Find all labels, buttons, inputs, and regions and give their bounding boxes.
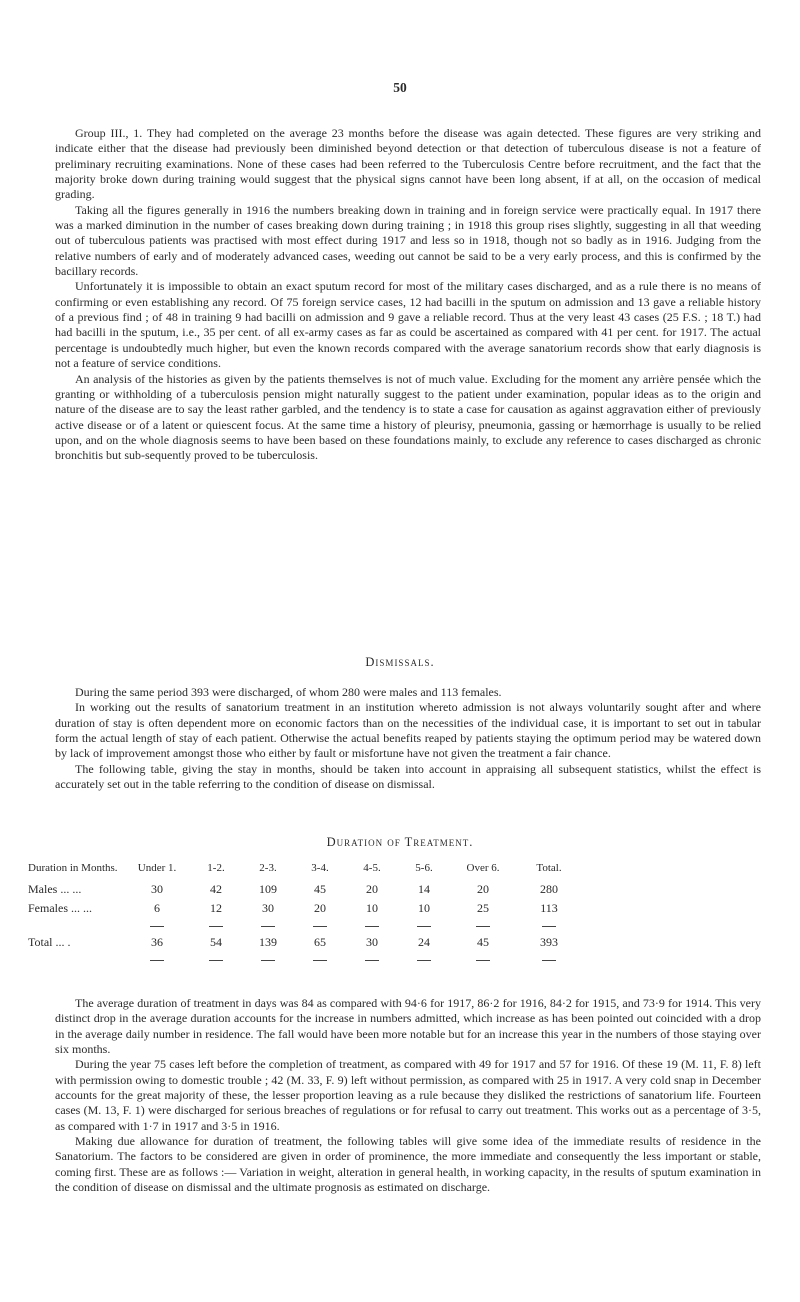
table-rule-row	[28, 916, 582, 931]
paragraph: During the year 75 cases left before the completion of treatment, as compared with 49 for 1917 and 57 for 1916. Of these 19 (M. 11, F. 8) left with permission owing to domestic trouble ; 42 (M. 33, F. 9) left without permission, as compared with 25 in 1917. A very cold snap in December accounts for the great majority of these, the lesser proportion leaving as a rule because they disliked the restrictions of sanatorium life. Fourteen cases (M. 13, F. 1) were discharged for serious breaches of regulations or for refusal to carry out treatment. This works out as a percentage of 3·5, as compared with 1·7 in 1917 and 3·5 in 1916.	[55, 1057, 761, 1133]
row-label: Total ... .	[28, 935, 71, 949]
table-cell: 54	[210, 935, 222, 949]
table-row	[28, 897, 582, 916]
divider	[209, 960, 223, 961]
body-text-bottom	[55, 996, 761, 1195]
column-header: 5-6.	[415, 862, 433, 874]
column-header: Over 6.	[466, 862, 500, 874]
table-cell: 6	[154, 901, 160, 915]
table-header-row	[28, 862, 582, 878]
body-text-middle	[55, 685, 761, 792]
page-number: 50	[393, 80, 407, 95]
paragraph: Group III., 1. They had completed on the average 23 months before the disease was again detected. These figures are very striking and indicate either that the disease had previously been diminished beyond detection or that detection of tuberculous disease is not a feature of preliminary recruiting examinations. None of these cases had been referred to the Tuberculosis Centre before recruitment, and the fact that the majority broke down during training would suggest that the physical signs cannot have been long absent, if at all, on the occasion of medical grading.	[55, 126, 761, 202]
paragraph: In working out the results of sanatorium treatment in an institution whereto admission is not always voluntarily sought after and where duration of stay is often dependent more on economic factors than on the necessities of the individual case, it is important to set out in tabular form the actual length of stay of each patient. Otherwise the actual benefits reaped by patients staying the optimum period may be watered down by lack of improvement amongst those who either by fault or misfortune have not given the treatment a fair chance.	[55, 700, 761, 761]
table-cell: 20	[314, 901, 326, 915]
table-cell: 65	[314, 935, 326, 949]
table-cell: 36	[151, 935, 163, 949]
divider	[417, 926, 431, 927]
table-cell: 280	[540, 882, 558, 896]
table-cell: 139	[259, 935, 277, 949]
table-cell: 30	[262, 901, 274, 915]
row-label: Females ... ...	[28, 901, 92, 915]
table-cell: 20	[366, 882, 378, 896]
paragraph: Unfortunately it is impossible to obtain an exact sputum record for most of the military cases discharged, and as a rule there is no means of confirming or even establishing any record. Of 75 foreign service cases, 12 had bacilli in the sputum on admission and 13 gave a reliable history of a previous find ; of 48 in training 9 had bacilli on admission and 9 gave a reliable record. Thus at the very least 43 cases (25 F.S. ; 18 T.) had had bacilli in the sputum, i.e., 35 per cent. of all ex-army cases as far as could be ascertained as compared with 41 per cent. for 1917. The actual percentage is undoubtedly much higher, but even the known records compared with the average sanatorium records show that early diagnosis is not a feature of service conditions.	[55, 279, 761, 371]
divider	[313, 960, 327, 961]
section-heading-dismissals: Dismissals.	[365, 655, 435, 669]
column-header: 2-3.	[259, 862, 277, 874]
divider	[542, 926, 556, 927]
table-cell: 393	[540, 935, 558, 949]
column-header: 1-2.	[207, 862, 225, 874]
table-cell: 30	[151, 882, 163, 896]
column-header: Total.	[536, 862, 562, 874]
column-header: Duration in Months.	[28, 862, 118, 874]
table-row	[28, 878, 582, 897]
divider	[365, 960, 379, 961]
table-cell: 10	[366, 901, 378, 915]
table-cell: 45	[314, 882, 326, 896]
paragraph: Taking all the figures generally in 1916 the numbers breaking down in training and in foreign service were practically equal. In 1917 there was a marked diminution in the number of cases breaking down during training ; in 1918 this group rises slightly, suggesting in all that weeding out of tuberculous patients was practised with most effect during 1917 and less so in 1918, though not so badly as in 1916. Judging from the relative numbers of early and of moderately advanced cases, weeding out cannot be said to be a very early process, and this is confirmed by the bacillary records.	[55, 202, 761, 279]
divider	[209, 926, 223, 927]
divider	[261, 926, 275, 927]
divider	[313, 926, 327, 927]
row-label: Males ... ...	[28, 882, 82, 896]
table-cell: 113	[540, 901, 558, 915]
divider	[365, 926, 379, 927]
body-text-top	[55, 126, 761, 464]
divider	[150, 960, 164, 961]
table-cell: 109	[259, 882, 277, 896]
table-cell: 12	[210, 901, 222, 915]
paragraph: The average duration of treatment in days was 84 as compared with 94·6 for 1917, 86·2 for 1916, 84·2 for 1915, and 73·9 for 1914. This very distinct drop in the average duration accounts for the increase in numbers admitted, which increase as has been pointed out coincided with a drop in the average daily number in residence. The fall would have been more notable but for an increase this year in the numbers of those staying over six months.	[55, 996, 761, 1057]
table-title: Duration of Treatment.	[326, 835, 474, 849]
table-total-row	[28, 931, 582, 950]
paragraph: An analysis of the histories as given by the patients themselves is not of much value. Excluding for the moment any arrière pensée which the granting or withholding of a tuberculosis pension might naturally suggest to the patient under examination, popular ideas as to the origin and nature of the disease are to say the least rather garbled, and the tendency is to state a case for causation as against aggravation either of previously active disease or of a latent or quiescent focus. At the same time a history of pleurisy, pneumonia, gassing or hæmorrhage is usually to be relied upon, and on the whole diagnosis seems to have been based on these foundations mainly, to exclude any reference to cases discharged as chronic bronchitis but sub-sequently proved to be tuberculosis.	[55, 371, 761, 463]
column-header: 3-4.	[311, 862, 329, 874]
paragraph: During the same period 393 were discharged, of whom 280 were males and 113 females.	[75, 685, 502, 699]
divider	[476, 960, 490, 961]
table-cell: 20	[477, 882, 489, 896]
table-rule-row	[28, 950, 582, 965]
divider	[261, 960, 275, 961]
table-cell: 10	[418, 901, 430, 915]
divider	[476, 926, 490, 927]
column-header: Under 1.	[137, 862, 177, 874]
duration-table	[28, 862, 582, 965]
divider	[542, 960, 556, 961]
paragraph: The following table, giving the stay in months, should be taken into account in appraising all subsequent statistics, whilst the effect is accurately set out in the table referring to the condition of disease on dismissal.	[55, 761, 761, 792]
table-cell: 25	[477, 901, 489, 915]
column-header: 4-5.	[363, 862, 381, 874]
table-cell: 42	[210, 882, 222, 896]
paragraph: Making due allowance for duration of treatment, the following tables will give some idea of the immediate results of residence in the Sanatorium. The factors to be considered are given in order of prominence, the more immediate and consequently the less important or stable, coming first. These are as follows :— Variation in weight, alteration in general health, in working capacity, in the results of sputum examination in the condition of disease on dismissal and the ultimate prognosis as estimated on discharge.	[55, 1134, 761, 1195]
table-cell: 30	[366, 935, 378, 949]
table-cell: 45	[477, 935, 489, 949]
divider	[417, 960, 431, 961]
divider	[150, 926, 164, 927]
table-cell: 14	[418, 882, 430, 896]
table-cell: 24	[418, 935, 430, 949]
